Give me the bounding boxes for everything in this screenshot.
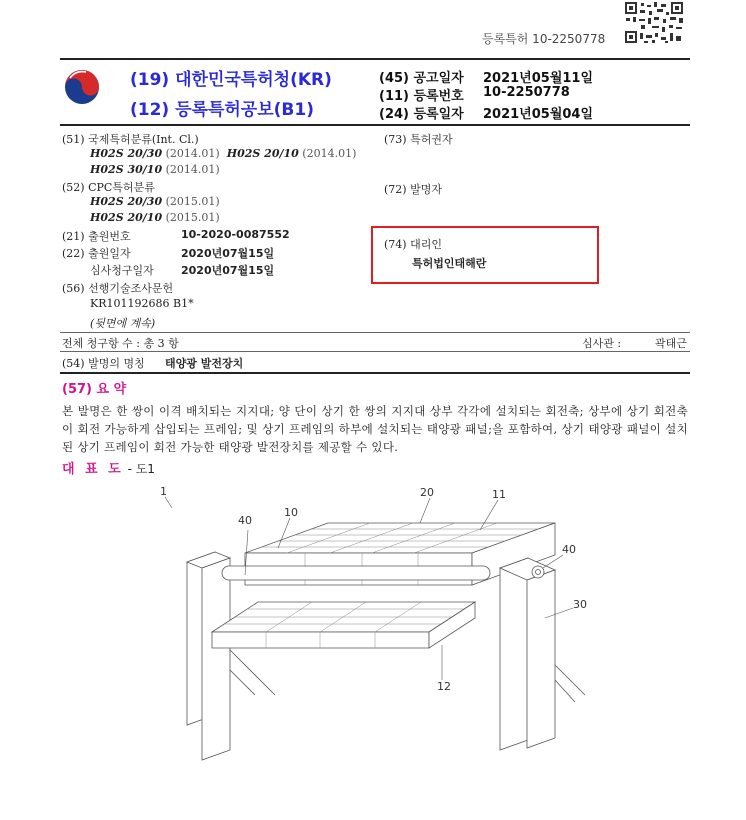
representative-drawing-value: - 도1 (127, 462, 155, 476)
announcement-date: 2021년05월11일 (483, 71, 594, 86)
continued-note: (뒷면에 계속) (90, 317, 156, 330)
figure-label-40-left: 40 (238, 514, 252, 527)
korea-emblem-icon (62, 66, 102, 108)
figure-label-20: 20 (420, 486, 434, 499)
ipc-label: (51) 국제특허분류(Int. Cl.) (62, 133, 199, 146)
ipc-date: (2014.01) (165, 163, 220, 176)
patentee-label: (73) 특허권자 (384, 133, 453, 146)
registration-date-label: (24) 등록일자 (379, 107, 464, 122)
exam-request-date-label: 심사청구일자 (90, 264, 154, 277)
front-panel-front (212, 632, 429, 648)
claims-bottom-rule (60, 351, 690, 352)
application-date-label: (22) 출원일자 (62, 247, 131, 260)
figure-label-30: 30 (573, 598, 587, 611)
registration-date: 2021년05월04일 (483, 107, 594, 122)
total-claims: 전체 청구항 수 : 총 3 항 (62, 337, 179, 350)
cpc-date: (2015.01) (165, 195, 220, 208)
publication-type: (12) 등록특허공보(B1) (130, 100, 314, 120)
ipc-entry (90, 163, 220, 176)
application-number: 10-2020-0087552 (181, 228, 290, 241)
cpc-code: H02S 20/10 (90, 211, 163, 224)
cpc-date: (2015.01) (165, 211, 220, 224)
left-support-front (202, 558, 230, 760)
representative-drawing (62, 458, 155, 477)
figure-1-drawing (150, 480, 620, 770)
agent-label: (74) 대리인 (384, 238, 442, 251)
cpc-label: (52) CPC특허분류 (62, 181, 155, 194)
abstract-text: 본 발명은 한 쌍이 이격 배치되는 지지대; 양 단이 상기 한 쌍의 지지대 상부 각각에 설치되는 회전축; 상부에 상기 회전축이 회전 가능하게 삽입되는 프레임; 및 상기 프레임의 하부에 설치되는 태양광 패널;을 포함하여, 상기 태양광 패널이 설치된 상기 프레임이 회전 가능한 태양광 발전장치를 제공할 수 있다. (62, 404, 688, 454)
registration-number-top: 등록특허 10-2250778 (482, 32, 606, 46)
invention-title-label: (54) 발명의 명칭 (62, 357, 145, 370)
header-bottom-rule (60, 124, 690, 126)
ipc-entry (90, 147, 356, 160)
prior-art-document: KR101192686 B1* (90, 297, 194, 310)
ipc-date: (2014.01) (302, 147, 357, 160)
cpc-code: H02S 20/30 (90, 195, 163, 208)
examiner-name: 곽태근 (655, 337, 687, 350)
ipc-code: H02S 20/30 (90, 147, 163, 160)
agent-name: 특허법인태해란 (412, 257, 487, 270)
exam-request-date: 2020년07월15일 (181, 264, 275, 277)
figure-label-12: 12 (437, 680, 451, 693)
office-title: (19) 대한민국특허청(KR) (130, 70, 332, 90)
ipc-code: H02S 20/10 (226, 147, 299, 160)
abstract-heading: (57) 요 약 (62, 382, 127, 397)
figure-label-1: 1 (160, 485, 167, 498)
title-bottom-rule (60, 372, 690, 374)
ipc-code: H02S 30/10 (90, 163, 163, 176)
qr-code (623, 0, 685, 45)
right-support-front (527, 570, 555, 748)
ipc-date: (2014.01) (165, 147, 220, 160)
figure-label-40-right: 40 (562, 543, 576, 556)
figure-label-11: 11 (492, 488, 506, 501)
registration-number: 10-2250778 (483, 85, 570, 100)
representative-drawing-label: 대 표 도 (62, 462, 124, 477)
top-rule (60, 58, 690, 60)
shaft-end-right (532, 566, 544, 578)
cpc-entry (90, 211, 220, 224)
cpc-entry (90, 195, 220, 208)
right-support-side (500, 558, 528, 750)
announcement-date-label: (45) 공고일자 (379, 71, 464, 86)
application-date: 2020년07월15일 (181, 247, 275, 260)
registration-number-label: (11) 등록번호 (379, 89, 464, 104)
inventor-label: (72) 발명자 (384, 183, 442, 196)
prior-art-label: (56) 선행기술조사문헌 (62, 282, 174, 295)
examiner-label: 심사관 : (582, 337, 622, 350)
claims-top-rule (60, 332, 690, 333)
figure-label-10: 10 (284, 506, 298, 519)
application-number-label: (21) 출원번호 (62, 230, 131, 243)
invention-title: 태양광 발전장치 (165, 357, 244, 370)
rotation-shaft (222, 566, 490, 580)
